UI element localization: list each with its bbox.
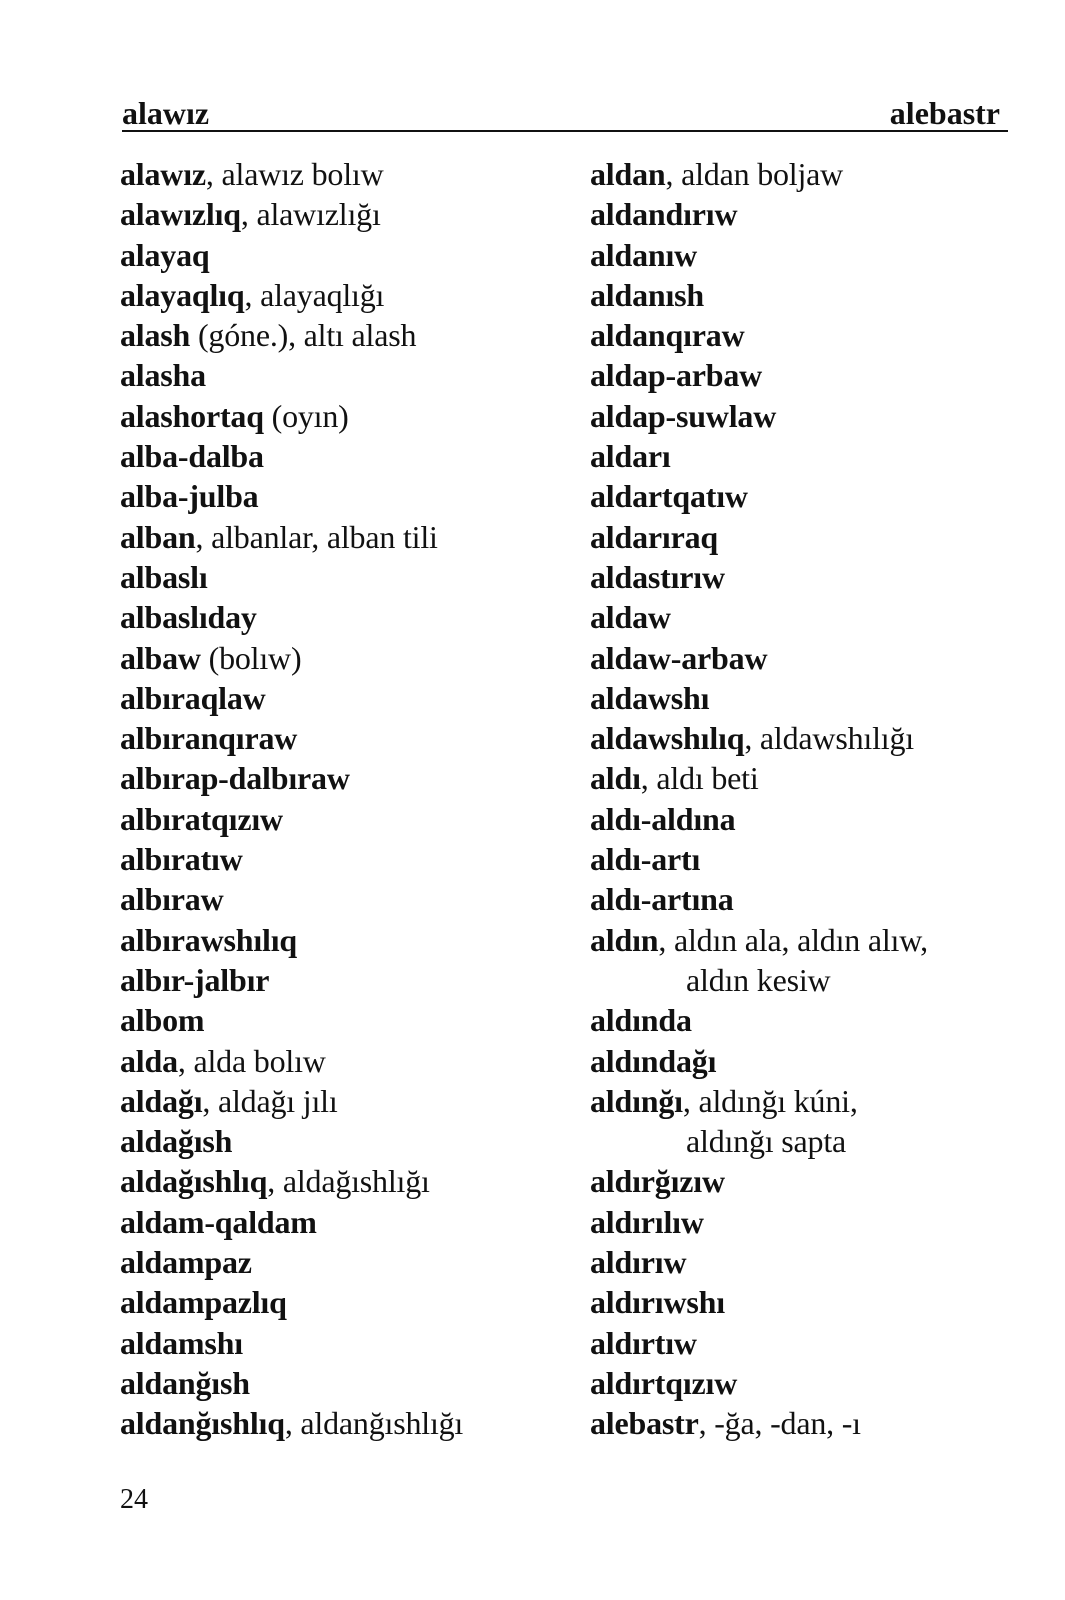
entry-headword: alba-dalba — [120, 438, 264, 475]
dictionary-entry — [120, 436, 580, 476]
dictionary-entry — [590, 879, 1010, 919]
dictionary-entry — [120, 718, 580, 758]
dictionary-entry — [120, 1081, 580, 1121]
dictionary-entry — [590, 194, 1010, 234]
dictionary-entry — [590, 920, 1010, 1001]
dictionary-entry — [120, 1282, 580, 1322]
dictionary-entry — [120, 678, 580, 718]
entry-headword: aldırtıw — [590, 1324, 697, 1361]
dictionary-entry — [120, 758, 580, 798]
entry-headword: alayaqlıq — [120, 276, 245, 313]
dictionary-entry — [120, 920, 580, 960]
entry-headword: aldap-arbaw — [590, 357, 763, 394]
dictionary-entry — [590, 718, 1010, 758]
entry-forms: , -ğa, -dan, -ı — [698, 1405, 861, 1442]
entry-headword: aldanıw — [590, 236, 698, 273]
dictionary-entry — [120, 1403, 580, 1443]
entry-forms: , alda bolıw — [177, 1042, 326, 1079]
entry-headword: aldınğı — [590, 1082, 683, 1119]
dictionary-entry — [590, 436, 1010, 476]
dictionary-entry — [590, 638, 1010, 678]
dictionary-entry — [120, 154, 580, 194]
entry-headword: alashortaq — [120, 397, 264, 434]
dictionary-entry — [120, 879, 580, 919]
dictionary-entry — [120, 275, 580, 315]
entry-headword: aldarı — [590, 438, 671, 475]
dictionary-entry — [120, 1363, 580, 1403]
entry-headword: aldı — [590, 760, 641, 797]
entry-headword: aldastırıw — [590, 558, 725, 595]
entry-headword: alda — [120, 1042, 178, 1079]
dictionary-entry — [120, 315, 580, 355]
entry-headword: aldın — [590, 921, 659, 958]
dictionary-entry — [590, 355, 1010, 395]
entry-headword: albıratıw — [120, 841, 243, 878]
dictionary-entry — [590, 678, 1010, 718]
entry-headword: aldırılıw — [590, 1203, 704, 1240]
dictionary-entry — [120, 557, 580, 597]
dictionary-entry — [590, 154, 1010, 194]
entry-forms: , aldağı jılı — [202, 1082, 338, 1119]
dictionary-entry — [120, 476, 580, 516]
dictionary-entry — [590, 235, 1010, 275]
entry-headword: aldındağı — [590, 1042, 717, 1079]
entry-headword: aldamshı — [120, 1324, 243, 1361]
entry-headword: albaw — [120, 639, 201, 676]
dictionary-entry — [590, 315, 1010, 355]
entry-headword: albom — [120, 1002, 205, 1039]
entry-headword: aldında — [590, 1002, 692, 1039]
dictionary-entry — [120, 799, 580, 839]
entry-forms: , alawızlığı — [240, 196, 381, 233]
entry-continuation: aldınğı sapta — [686, 1123, 847, 1160]
dictionary-entry — [120, 355, 580, 395]
dictionary-entry — [590, 1161, 1010, 1201]
dictionary-entry — [590, 1000, 1010, 1040]
dictionary-entry — [590, 275, 1010, 315]
entry-headword: alasha — [120, 357, 206, 394]
entry-headword: aldağısh — [120, 1123, 233, 1160]
entry-forms: , alayaqlığı — [244, 276, 385, 313]
entry-headword: aldanqıraw — [590, 317, 745, 354]
dictionary-entry — [590, 1242, 1010, 1282]
entry-headword: albıranqıraw — [120, 720, 298, 757]
entry-headword: alayaq — [120, 236, 210, 273]
entry-headword: aldağı — [120, 1082, 203, 1119]
entry-headword: aldandırıw — [590, 196, 738, 233]
entry-headword: albıraw — [120, 881, 224, 918]
entry-headword: albır-jalbır — [120, 961, 270, 998]
dictionary-entry — [590, 1081, 1010, 1162]
entry-headword: aldanğısh — [120, 1364, 250, 1401]
dictionary-entry — [120, 1121, 580, 1161]
entry-headword: aldawshılıq — [590, 720, 745, 757]
page-number: 24 — [120, 1484, 148, 1515]
entry-headword: alebastr — [590, 1405, 699, 1442]
dictionary-entry — [590, 758, 1010, 798]
entry-headword: aldı-artına — [590, 881, 734, 918]
entry-headword: alba-julba — [120, 478, 259, 515]
dictionary-entry — [590, 396, 1010, 436]
entry-forms: , aldağıshlığı — [267, 1163, 430, 1200]
entry-continuation: aldın kesiw — [686, 961, 831, 998]
entry-headword: alawızlıq — [120, 196, 241, 233]
entry-headword: aldırtqızıw — [590, 1364, 738, 1401]
dictionary-entry — [590, 1403, 1010, 1443]
dictionary-entry — [120, 839, 580, 879]
entry-headword: albırap-dalbıraw — [120, 760, 350, 797]
dictionary-entry — [120, 1242, 580, 1282]
entry-headword: aldırğızıw — [590, 1163, 725, 1200]
entry-forms: , alawız bolıw — [205, 156, 384, 192]
dictionary-entry — [590, 597, 1010, 637]
entry-headword: albırawshılıq — [120, 921, 298, 958]
dictionary-entry — [590, 1282, 1010, 1322]
entry-headword: aldı-artı — [590, 841, 701, 878]
entry-headword: aldampazlıq — [120, 1284, 287, 1321]
entry-headword: alawız — [120, 156, 206, 192]
dictionary-entry — [120, 1000, 580, 1040]
entry-forms: , aldınğı kúni, — [682, 1082, 858, 1119]
entry-headword: aldarıraq — [590, 518, 718, 555]
entry-headword: aldanğıshlıq — [120, 1405, 285, 1442]
dictionary-entry — [590, 476, 1010, 516]
entry-forms: , aldı beti — [640, 760, 759, 797]
dictionary-entry — [120, 1041, 580, 1081]
dictionary-entry — [120, 396, 580, 436]
dictionary-entry — [120, 638, 580, 678]
dictionary-entry — [120, 517, 580, 557]
running-header — [122, 96, 1008, 132]
entry-headword: aldaw — [590, 599, 671, 636]
entry-forms: (góne.), altı alash — [190, 317, 417, 354]
entry-headword: alban — [120, 518, 196, 555]
entry-forms: , albanlar, alban tili — [195, 518, 438, 555]
entry-headword: aldartqatıw — [590, 478, 748, 515]
dictionary-entry — [590, 557, 1010, 597]
entry-forms: (bolıw) — [200, 639, 302, 676]
dictionary-entry — [120, 194, 580, 234]
entry-forms: , aldawshılığı — [744, 720, 914, 757]
dictionary-entry — [120, 597, 580, 637]
dictionary-entry — [120, 235, 580, 275]
dictionary-entry — [120, 960, 580, 1000]
dictionary-entry — [590, 1363, 1010, 1403]
entry-headword: aldam-qaldam — [120, 1203, 317, 1240]
entry-headword: albaslı — [120, 558, 208, 595]
dictionary-entry — [590, 839, 1010, 879]
entry-headword: aldırıw — [590, 1244, 687, 1281]
entry-headword: alash — [120, 317, 191, 354]
entry-forms: , aldın ala, aldın alıw, — [658, 921, 928, 958]
entry-headword: albaslıday — [120, 599, 257, 636]
entry-forms: , aldan boljaw — [665, 156, 844, 192]
entry-headword: albıratqızıw — [120, 800, 283, 837]
dictionary-entry — [590, 1323, 1010, 1363]
entry-headword: aldap-suwlaw — [590, 397, 777, 434]
entry-headword: aldan — [590, 156, 666, 192]
entry-headword: albıraqlaw — [120, 679, 266, 716]
dictionary-entry — [590, 799, 1010, 839]
left-guide-word: alawız — [122, 95, 210, 131]
dictionary-entry — [590, 517, 1010, 557]
dictionary-entry — [120, 1323, 580, 1363]
entry-headword: aldanısh — [590, 276, 705, 313]
dictionary-entry — [590, 1041, 1010, 1081]
entry-headword: aldaw-arbaw — [590, 639, 768, 676]
dictionary-entry — [590, 1202, 1010, 1242]
entry-headword: aldampaz — [120, 1244, 252, 1281]
dictionary-entry — [120, 1202, 580, 1242]
entry-forms: , aldanğıshlığı — [284, 1405, 464, 1442]
dictionary-entry — [120, 1161, 580, 1201]
left-column — [120, 154, 580, 1444]
entry-headword: aldawshı — [590, 679, 710, 716]
right-guide-word: alebastr — [889, 95, 1000, 131]
entry-headword: aldırıwshı — [590, 1284, 725, 1321]
entry-headword: aldağıshlıq — [120, 1163, 268, 1200]
entry-headword: aldı-aldına — [590, 800, 736, 837]
entry-forms: (oyın) — [263, 397, 349, 434]
right-column — [590, 154, 1010, 1444]
